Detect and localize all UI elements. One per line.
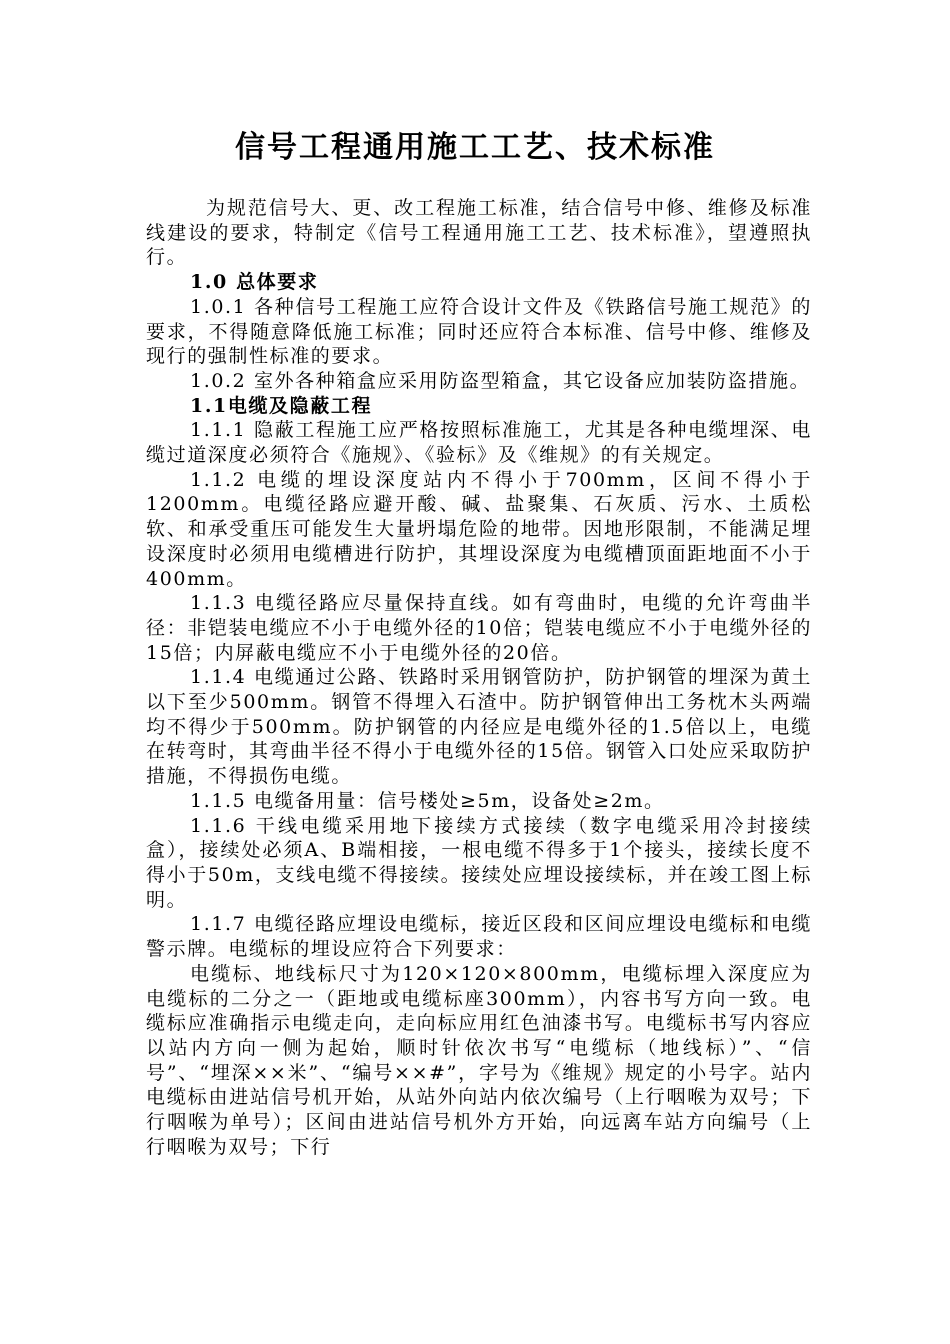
clause-1-0-1: 1.0.1 各种信号工程施工应符合设计文件及《铁路信号施工规范》的要求，不得随意降低施工标准；同时还应符合本标准、信号中修、维修及现行的强制性标准的要求。	[146, 295, 812, 368]
clause-1-1-6: 1.1.6 干线电缆采用地下接续方式接续（数字电缆采用冷封接续盒），接续处必须A、B端相接，一根电缆不得多于1个接头，接续长度不得小于50m，支线电缆不得接续。接续处应埋设接续标，并在竣工图上标明。	[146, 814, 812, 911]
section-heading-1-1: 1.1电缆及隐蔽工程	[190, 394, 373, 417]
clause-1-1-4: 1.1.4 电缆通过公路、铁路时采用钢管防护，防护钢管的埋深为黄土以下至少500mm。钢管不得埋入石渣中。防护钢管伸出工务枕木头两端均不得少于500mm。防护钢管的内径应是电缆外径的1.5倍以上，电缆在转弯时，其弯曲半径不得小于电缆外径的15倍。钢管入口处应采取防护措施，不得损伤电缆。	[146, 666, 812, 788]
document-title: 信号工程通用施工工艺、技术标准	[235, 130, 715, 165]
clause-1-1-7: 1.1.7 电缆径路应埋设电缆标，接近区段和区间应埋设电缆标和电缆警示牌。电缆标的埋设应符合下列要求：	[146, 913, 812, 961]
clause-1-0-2: 1.0.2 室外各种箱盒应采用防盗型箱盒，其它设备应加装防盗措施。	[190, 369, 811, 392]
clause-1-1-3: 1.1.3 电缆径路应尽量保持直线。如有弯曲时，电缆的允许弯曲半径：非铠装电缆应不小于电缆外径的10倍；铠装电缆应不小于电缆外径的15倍；内屏蔽电缆应不小于电缆外径的20倍。	[146, 592, 812, 664]
intro-paragraph: 为规范信号大、更、改工程施工标准，结合信号中修、维修及标准线建设的要求，特制定《信号工程通用施工工艺、技术标准》，望遵照执行。	[146, 197, 812, 269]
clause-1-1-5: 1.1.5 电缆备用量：信号楼处≥5m，设备处≥2m。	[190, 789, 665, 812]
clause-1-1-2: 1.1.2 电缆的埋设深度站内不得小于700mm，区间不得小于1200mm。电缆径路应避开酸、碱、盐聚集、石灰质、污水、土质松软、和承受重压可能发生大量坍塌危险的地带。因地形限制，不能满足埋设深度时必须用电缆槽进行防护，其埋设深度为电缆槽顶面距地面不小于400mm。	[146, 468, 812, 590]
section-heading-1-0: 1.0 总体要求	[190, 271, 319, 294]
document-body	[146, 196, 812, 1159]
cable-marker-paragraph: 电缆标、地线标尺寸为120×120×800mm，电缆标埋入深度应为电缆标的二分之一（距地或电缆标座300mm），内容书写方向一致。电缆标应准确指示电缆走向，走向标应用红色油漆书写。电缆标书写内容应以站内方向一侧为起始，顺时针依次书写“电缆标（地线标）”、“信号”、“埋深××米”、“编号××#”，字号为《维规》规定的小号字。站内电缆标由进站信号机开始，从站外向站内依次编号（上行咽喉为双号；下行咽喉为单号）；区间由进站信号机外方开始，向远离车站方向编号（上行咽喉为双号；下行	[146, 962, 812, 1158]
clause-1-1-1: 1.1.1 隐蔽工程施工应严格按照标准施工，尤其是各种电缆埋深、电缆过道深度必须符合《施规》、《验标》及《维规》的有关规定。	[146, 419, 812, 467]
